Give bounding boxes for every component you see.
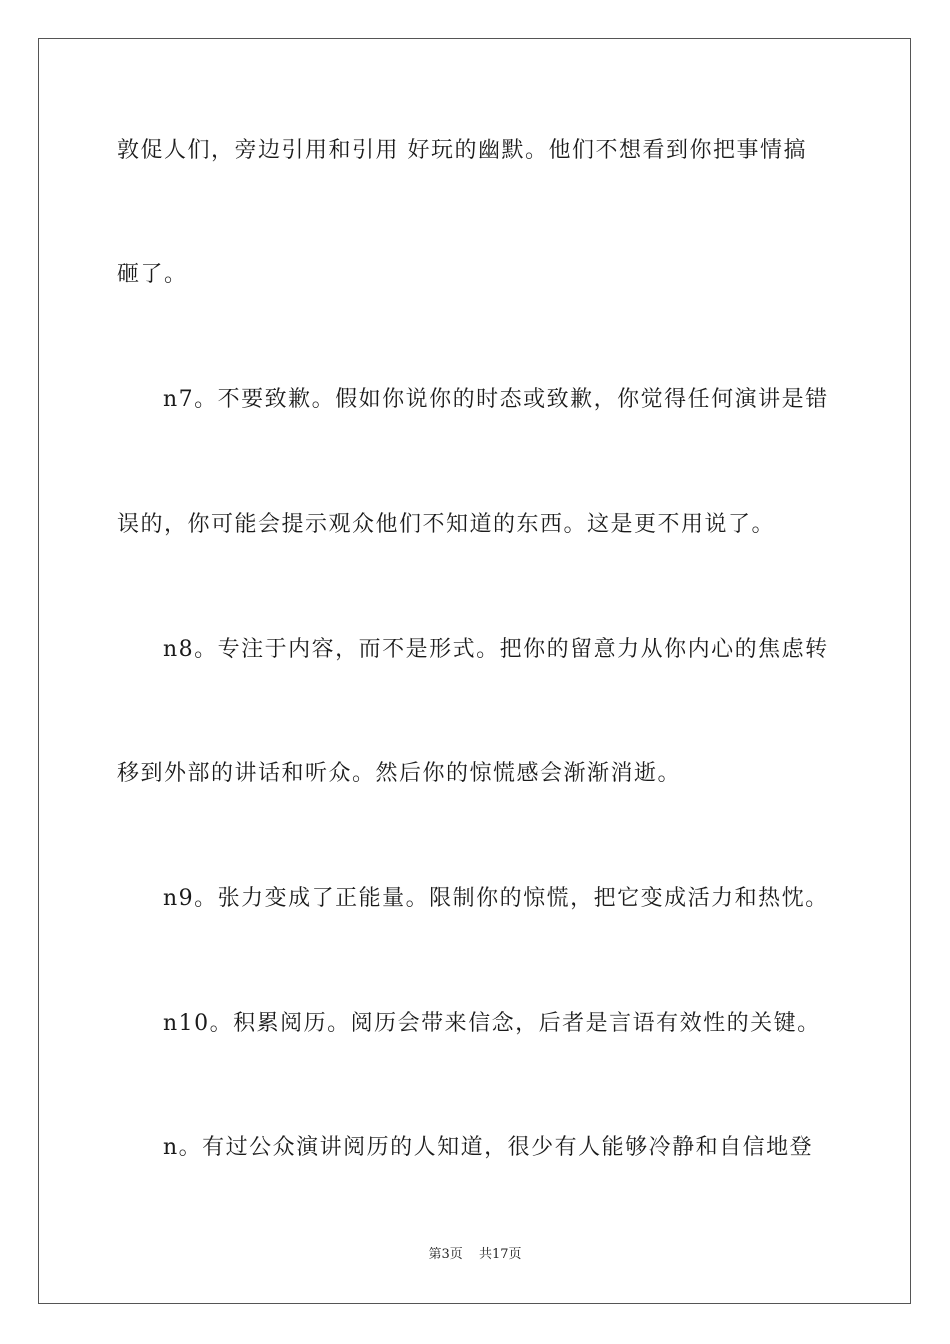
page-total: 共17页 (478, 1247, 522, 1262)
text-line: n。有过公众演讲阅历的人知道，很少有人能够冷静和自信地登 (163, 1135, 814, 1160)
page-footer (0, 1246, 950, 1264)
text-line: n9。张力变成了正能量。限制你的惊慌，把它变成活力和热忱。 (163, 886, 829, 911)
text-line: n10。积累阅历。阅历会带来信念，后者是言语有效性的关键。 (163, 1011, 821, 1036)
text-line: n7。不要致歉。假如你说你的时态或致歉，你觉得任何演讲是错 (163, 387, 829, 412)
text-line: n8。专注于内容，而不是形式。把你的留意力从你内心的焦虑转 (163, 637, 829, 662)
text-line: 砸了。 (117, 262, 188, 287)
text-line: 误的，你可能会提示观众他们不知道的东西。这是更不用说了。 (117, 512, 776, 537)
text-line: 移到外部的讲话和听众。然后你的惊慌感会渐渐消逝。 (117, 761, 682, 786)
text-line: 敦促人们，旁边引用和引用 好玩的幽默。他们不想看到你把事情搞 (117, 138, 807, 163)
page-number: 第3页 (428, 1247, 463, 1262)
page-frame (38, 38, 911, 1304)
